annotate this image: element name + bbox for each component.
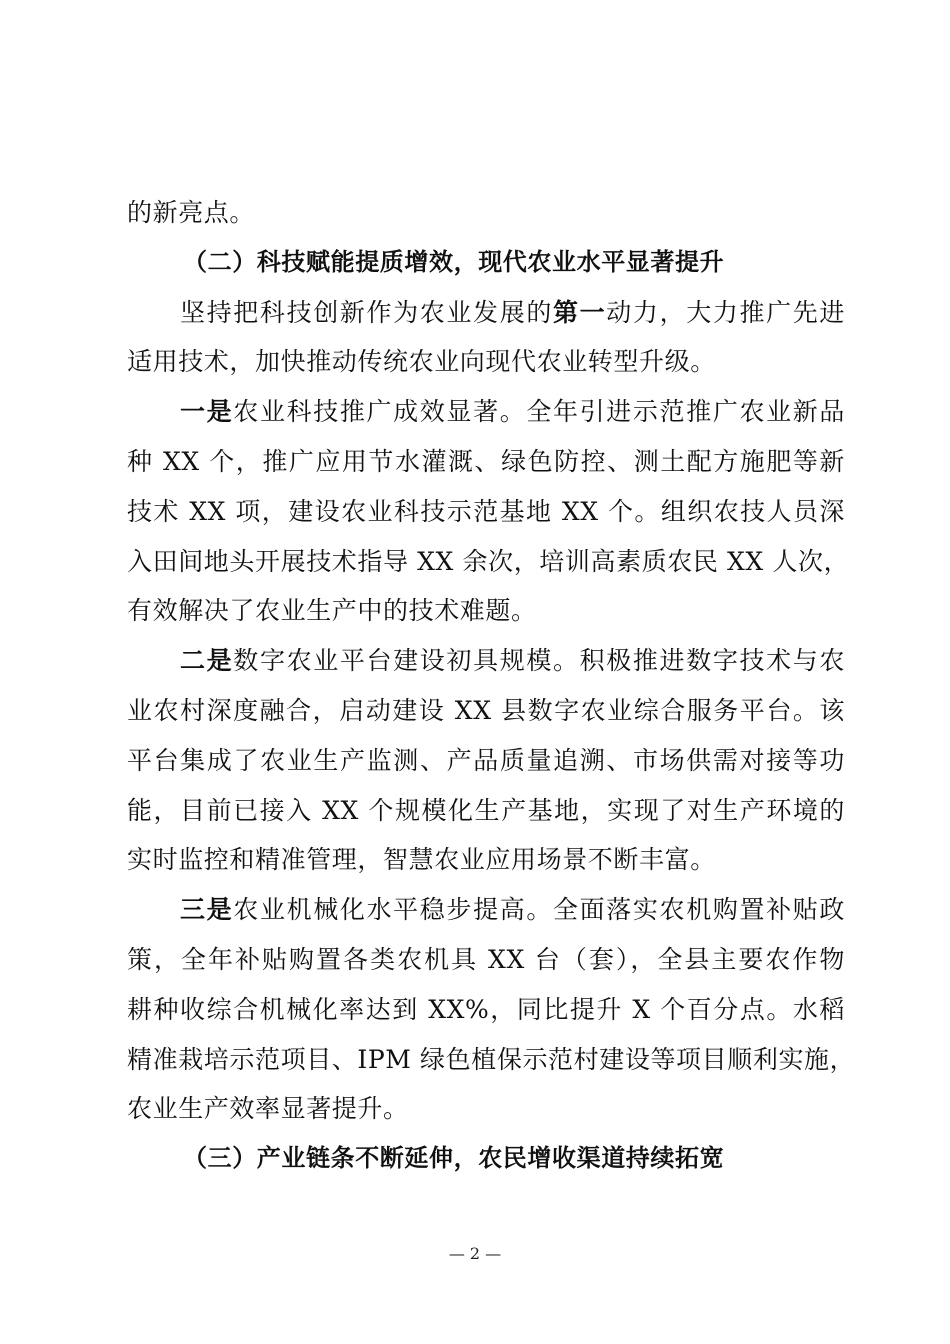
text-segment: 能，目前已接入 XX 个规模化生产基地，实现了对生产环境的: [127, 795, 845, 825]
text-line: [127, 686, 845, 736]
text-line: [127, 188, 845, 238]
text-line: [127, 487, 845, 537]
text-line: [127, 337, 845, 387]
bold-text: （三）产业链条不断延伸，农民增收渠道持续拓宽: [183, 1144, 725, 1173]
text-line: [127, 736, 845, 786]
bold-text: 二是: [180, 646, 234, 676]
section-heading: [127, 1134, 845, 1184]
text-segment: 的新亮点。: [127, 198, 256, 227]
text-segment: 种 XX 个，推广应用节水灌溉、绿色防控、测土配方施肥等新: [127, 446, 845, 476]
text-segment: 坚持把科技创新作为农业发展的: [180, 297, 553, 327]
text-line: [127, 636, 845, 686]
text-segment: 有效解决了农业生产中的技术难题。: [127, 596, 537, 626]
text-line: [127, 786, 845, 836]
text-segment: 农业生产效率显著提升。: [127, 1094, 409, 1124]
text-line: [127, 1084, 845, 1134]
text-segment: 策，全年补贴购置各类农机具 XX 台（套），全县主要农作物: [127, 944, 845, 974]
text-line: [127, 935, 845, 985]
text-line: [127, 288, 845, 338]
bold-text: 三是: [180, 895, 234, 925]
text-line: [127, 437, 845, 487]
text-segment: 精准栽培示范项目、IPM 绿色植保示范村建设等项目顺利实施，: [127, 1044, 856, 1074]
document-body: [127, 188, 856, 1184]
text-segment: 适用技术，加快推动传统农业向现代农业转型升级。: [127, 347, 716, 377]
text-line: [127, 985, 845, 1035]
text-segment: 入田间地头开展技术指导 XX 余次，培训高素质农民 XX 人次，: [127, 546, 850, 576]
text-segment: 实时监控和精准管理，智慧农业应用场景不断丰富。: [127, 845, 716, 875]
section-heading: [127, 238, 845, 288]
text-segment: 平台集成了农业生产监测、产品质量追溯、市场供需对接等功: [127, 745, 845, 775]
bold-text: 一是: [180, 397, 234, 427]
text-line: [127, 586, 845, 636]
text-segment: 农业机械化水平稳步提高。全面落实农机购置补贴政: [233, 895, 846, 925]
text-segment: 动力，大力推广先进: [606, 297, 846, 327]
text-line: [127, 835, 845, 885]
bold-text: 第一: [552, 297, 607, 327]
text-segment: 技术 XX 项，建设农业科技示范基地 XX 个。组织农技人员深: [127, 496, 845, 526]
text-segment: 数字农业平台建设初具规模。积极推进数字技术与农: [233, 646, 846, 676]
text-segment: 业农村深度融合，启动建设 XX 县数字农业综合服务平台。该: [127, 695, 845, 725]
page-number: — 2 —: [448, 1244, 502, 1263]
text-segment: 农业科技推广成效显著。全年引进示范推广农业新品: [233, 397, 846, 427]
text-segment: 耕种收综合机械化率达到 XX%，同比提升 X 个百分点。水稻: [127, 994, 845, 1024]
text-line: [127, 885, 845, 935]
text-line: [127, 1035, 856, 1085]
text-line: [127, 537, 850, 587]
bold-text: （二）科技赋能提质增效，现代农业水平显著提升: [183, 247, 725, 276]
text-line: [127, 387, 845, 437]
